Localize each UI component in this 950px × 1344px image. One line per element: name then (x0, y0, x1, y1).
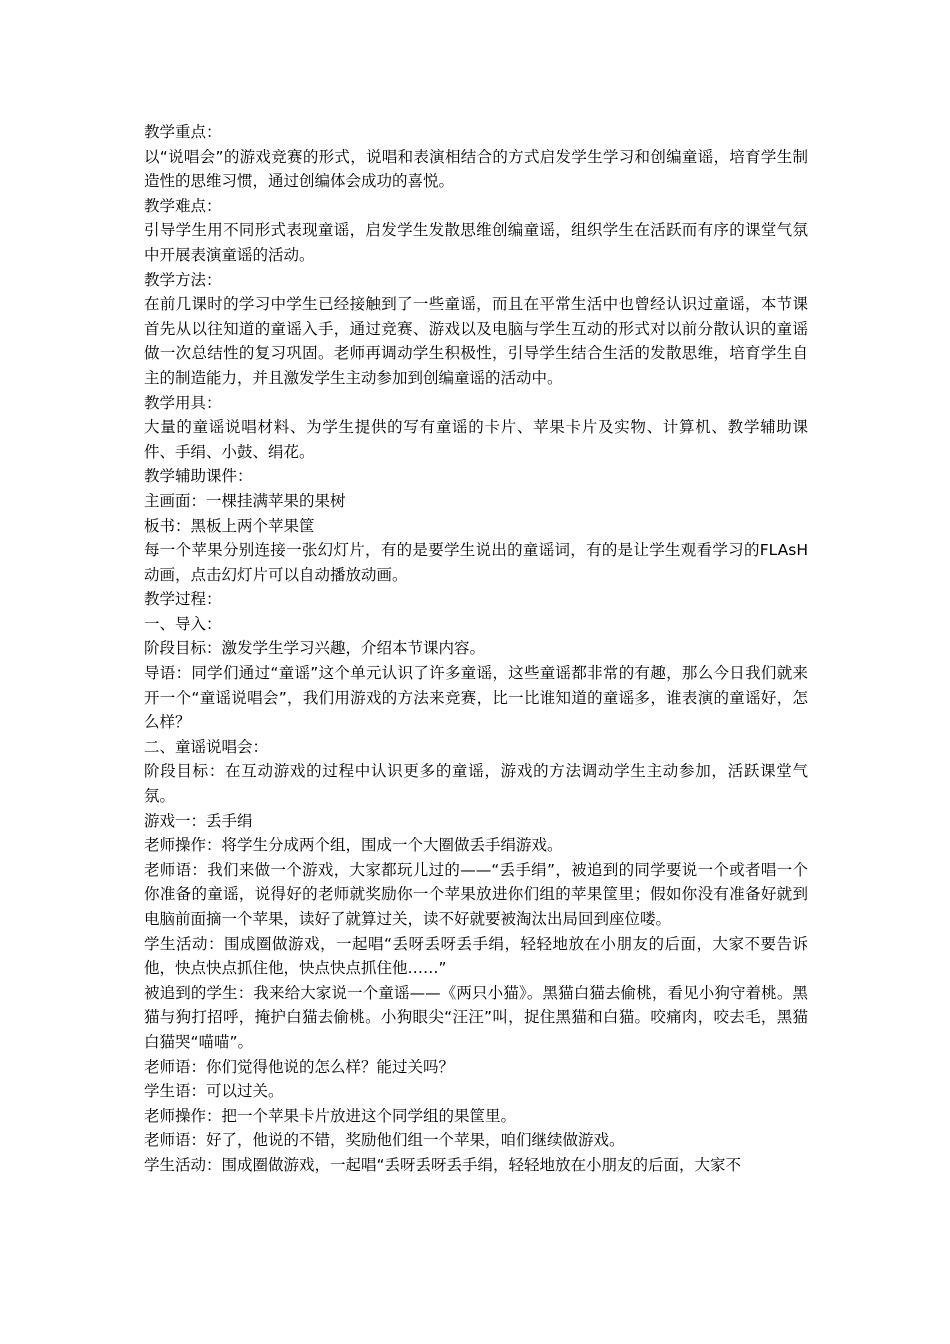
paragraph: 老师语：好了，他说的不错，奖励他们组一个苹果，咱们继续做游戏。 (144, 1131, 625, 1150)
paragraph: 老师操作：将学生分成两个组，围成一个大圈做丢手绢游戏。 (144, 836, 563, 855)
subsection-heading-rhyme-meeting: 二、童谣说唱会： (144, 737, 269, 756)
paragraph: 被追到的学生：我来给大家说一个童谣——《两只小猫》。黑猫白猫去偷桃，看见小狗守着桃。黑猫与狗打招呼，掩护白猫去偷桃。小狗眼尖“汪汪”叫，捉住黑猫和白猫。咬痛肉，咬去毛，黑猫白猫哭“喵喵”。 (144, 983, 808, 1051)
subsection-heading-intro: 一、导入： (144, 614, 222, 633)
paragraph: 阶段目标：激发学生学习兴趣，介绍本节课内容。 (144, 639, 486, 658)
game-heading: 游戏一：丢手绢 (144, 811, 253, 830)
paragraph: 每一个苹果分别连接一张幻灯片，有的是要学生说出的童谣词，有的是让学生观看学习的FLAsH动画，点击幻灯片可以自动播放动画。 (144, 541, 808, 584)
paragraph: 导语：同学们通过“童谣”这个单元认识了许多童谣，这些童谣都非常的有趣，那么今日我们就来开一个“童谣说唱会”，我们用游戏的方法来竞赛，比一比谁知道的童谣多，谁表演的童谣好，怎么样？ (144, 664, 808, 732)
paragraph: 板书：黑板上两个苹果筐 (144, 516, 315, 535)
paragraph: 老师语：你们觉得他说的怎么样？能过关吗？ (144, 1057, 455, 1076)
paragraph: 学生活动：围成圈做游戏，一起唱“丢呀丢呀丢手绢，轻轻地放在小朋友的后面，大家不 (144, 1155, 742, 1174)
paragraph: 学生活动：围成圈做游戏，一起唱“丢呀丢呀丢手绢，轻轻地放在小朋友的后面，大家不要告诉他，快点快点抓住他，快点快点抓住他……” (144, 934, 808, 978)
section-heading-tools: 教学用具： (144, 393, 222, 412)
paragraph: 大量的童谣说唱材料、为学生提供的写有童谣的卡片、苹果卡片及实物、计算机、教学辅助课件、手绢、小鼓、绢花。 (144, 418, 808, 461)
paragraph: 老师操作：把一个苹果卡片放进这个同学组的果筐里。 (144, 1106, 517, 1125)
paragraph: 在前几课时的学习中学生已经接触到了一些童谣，而且在平常生活中也曾经认识过童谣，本节课首先从以往知道的童谣入手，通过竞赛、游戏以及电脑与学生互动的形式对以前分散认识的童谣做一次总结性的复习巩固。老师再调动学生积极性，引导学生结合生活的发散思维，培育学生自主的制造能力，并且激发学生主动参加到创编童谣的活动中。 (144, 295, 808, 387)
paragraph: 以“说唱会”的游戏竞赛的形式，说唱和表演相结合的方式启发学生学习和创编童谣，培育学生制造性的思维习惯，通过创编体会成功的喜悦。 (144, 147, 808, 191)
section-heading-difficulties: 教学难点： (144, 196, 222, 215)
section-heading-key-points: 教学重点： (144, 123, 222, 141)
section-heading-process: 教学过程： (144, 590, 222, 609)
paragraph: 老师语：我们来做一个游戏，大家都玩儿过的——“丢手绢”，被追到的同学要说一个或者唱一个你准备的童谣，说得好的老师就奖励你一个苹果放进你们组的苹果筐里；假如你没有准备好就到电脑前面摘一个苹果，读好了就算过关，读不好就要被淘汰出局回到座位喽。 (144, 860, 808, 928)
section-heading-methods: 教学方法： (144, 270, 222, 289)
paragraph: 主画面：一棵挂满苹果的果树 (144, 491, 346, 510)
paragraph: 阶段目标：在互动游戏的过程中认识更多的童谣，游戏的方法调动学生主动参加，活跃课堂气氛。 (144, 762, 808, 806)
document-body (144, 120, 808, 1178)
paragraph: 引导学生用不同形式表现童谣，启发学生发散思维创编童谣，组织学生在活跃而有序的课堂气氛中开展表演童谣的活动。 (144, 221, 808, 264)
paragraph: 学生语：可以过关。 (144, 1082, 284, 1101)
section-heading-courseware: 教学辅助课件： (144, 467, 253, 486)
